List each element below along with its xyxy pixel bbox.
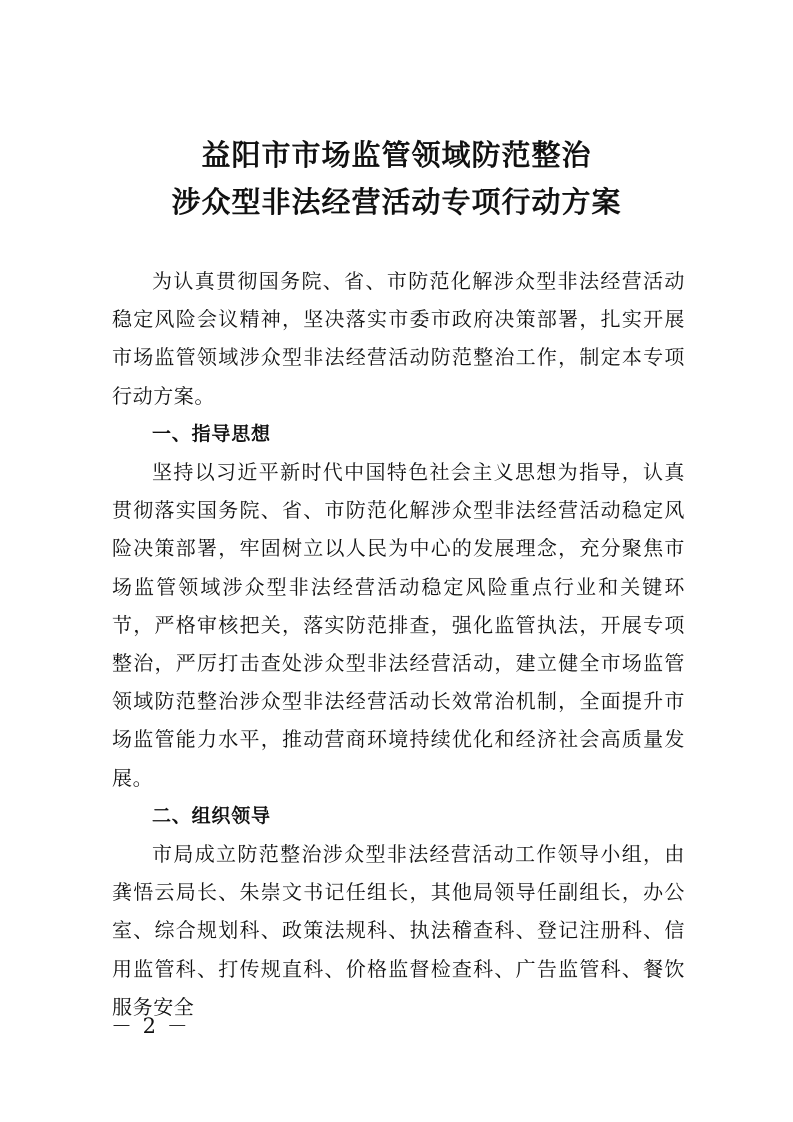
section-heading-guiding-ideology: 一、指导思想 [152,422,271,445]
document-title-line1: 益阳市市场监管领域防范整治 [201,138,592,172]
section-paragraph-guiding-ideology: 坚持以习近平新时代中国特色社会主义思想为指导，认真贯彻落实国务院、省、市防范化解涉众型非法经营活动稳定风险决策部署，牢固树立以人民为中心的发展理念，充分聚焦市场监管领域涉众型非法经营活动稳定风险重点行业和关键环节，严格审核把关，落实防范排查，强化监管执法，开展专项整治，严厉打击查处涉众型非法经营活动，建立健全市场监管领域防范整治涉众型非法经营活动长效常治机制，全面提升市场监管能力水平，推动营商环境持续优化和经济社会高质量发展。 [112,460,685,790]
section-heading-organization-leadership: 二、组织领导 [152,804,271,827]
document-title-line2: 涉众型非法经营活动专项行动方案 [171,185,622,219]
section-paragraph-organization-leadership: 市局成立防范整治涉众型非法经营活动工作领导小组，由龚悟云局长、朱崇文书记任组长，其他局领导任副组长，办公室、综合规划科、政策法规科、执法稽查科、登记注册科、信用监管科、打传规直科、价格监督检查科、广告监管科、餐饮服务安全 [112,842,685,1019]
page-number: － 2 － [111,1014,190,1038]
intro-paragraph: 为认真贯彻国务院、省、市防范化解涉众型非法经营活动稳定风险会议精神，坚决落实市委市政府决策部署，扎实开展市场监管领域涉众型非法经营活动防范整治工作，制定本专项行动方案。 [112,269,685,408]
document-body [112,262,685,1026]
